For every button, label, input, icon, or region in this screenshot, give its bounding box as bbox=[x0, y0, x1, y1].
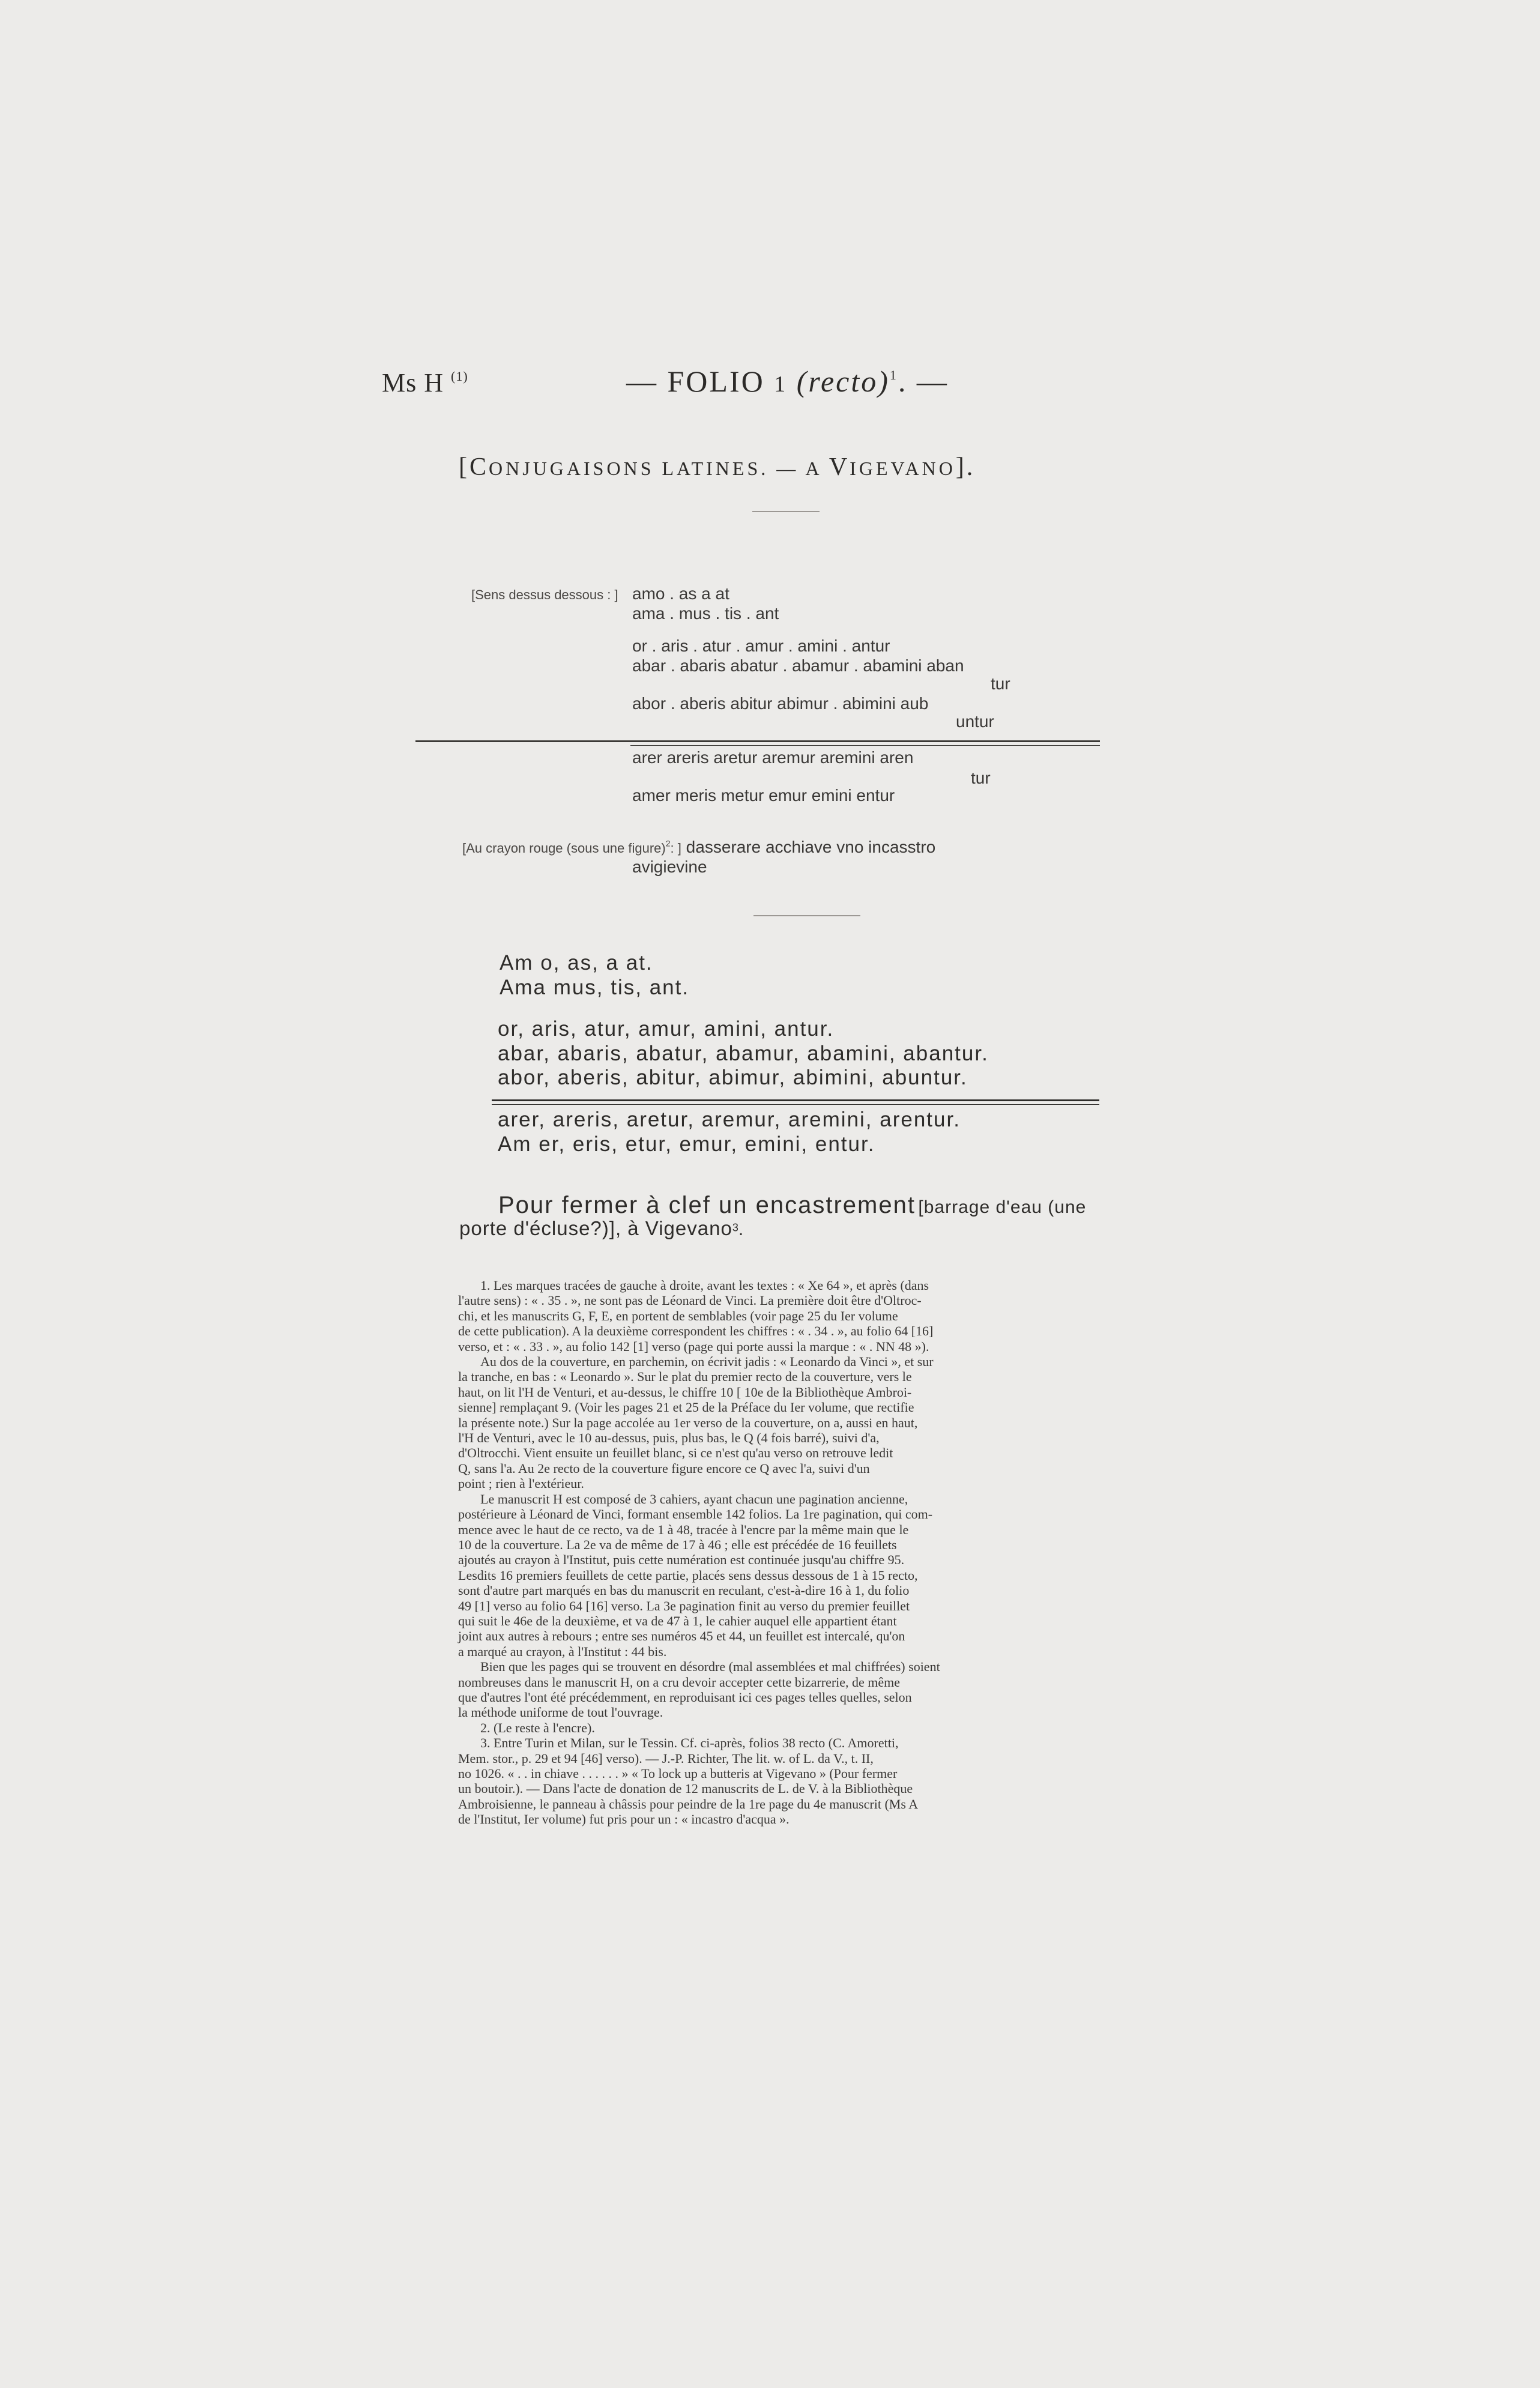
folio-note-ref: 1 bbox=[889, 367, 898, 382]
transcription-line: amer meris metur emur emini entur bbox=[632, 786, 895, 805]
crayon-note bbox=[462, 838, 935, 857]
footnote-line: postérieure à Léonard de Vinci, formant ensemble 142 folios. La 1re pagination, qui com- bbox=[458, 1507, 933, 1522]
transcription-line: abar . abaris abatur . abamur . abamini aban bbox=[632, 656, 964, 675]
footnote-line: mence avec le haut de ce recto, va de 1 à 48, tracée à l'encre par la même main que le bbox=[458, 1522, 909, 1537]
section-divider bbox=[752, 511, 820, 512]
footnote-line: un boutoir.). — Dans l'acte de donation de 12 manuscrits de L. de V. à la Bibliothèque bbox=[458, 1781, 913, 1797]
footnote-line: no 1026. « . . in chiave . . . . . . » « To lock up a butteris at Vigevano » (Pour fermer bbox=[458, 1766, 898, 1781]
footnotes bbox=[458, 1278, 940, 1827]
subject-part2: IGEVANO bbox=[850, 458, 956, 479]
footnote-line: Bien que les pages qui se trouvent en désordre (mal assemblées et mal chiffrées) soient bbox=[480, 1659, 940, 1675]
footnote-line: l'H de Venturi, avec le 10 au-dessus, puis, plus bas, le Q (4 fois barré), suivi d'a, bbox=[458, 1430, 880, 1446]
footnote-line: de cette publication). A la deuxième correspondent les chiffres : « . 34 . », au folio 64 [16] bbox=[458, 1323, 934, 1339]
manuscript-name: Ms H bbox=[382, 368, 444, 397]
transcription-double-rule bbox=[415, 740, 1100, 742]
rendered-line: Ama mus, tis, ant. bbox=[500, 976, 690, 999]
folio-heading bbox=[626, 364, 949, 399]
subject-part2-cap: V bbox=[829, 453, 850, 481]
footnote-line: l'autre sens) : « . 35 . », ne sont pas de Léonard de Vinci. La première doit être d'Oltroc- bbox=[458, 1293, 922, 1308]
footnote-line: point ; rien à l'extérieur. bbox=[458, 1476, 584, 1492]
footnote-line: 10 de la couverture. La 2e va de même de 17 à 46 ; elle est précédée de 16 feuillets bbox=[458, 1537, 897, 1552]
translation-note-ref: 3 bbox=[732, 1221, 738, 1234]
rendered-rule-lower bbox=[492, 1104, 1099, 1105]
transcription-line: ama . mus . tis . ant bbox=[632, 604, 779, 623]
transcription-line: tur bbox=[971, 769, 991, 787]
subject-part2-prefix: A bbox=[805, 458, 829, 479]
folio-side: (recto) bbox=[796, 364, 890, 398]
subject-close-bracket: ]. bbox=[955, 453, 976, 481]
subject-dash: — bbox=[768, 458, 806, 479]
transcription-line: amo . as a at bbox=[632, 584, 729, 603]
footnote-line: qui suit le 46e de la deuxième, et va de 47 à 1, le cahier auquel elle appartient étant bbox=[458, 1613, 897, 1628]
rendered-line: Am er, eris, etur, emur, emini, entur. bbox=[498, 1132, 875, 1156]
footnote-line: Lesdits 16 premiers feuillets de cette partie, placés sens dessus dessous de 1 à 15 recto, bbox=[458, 1567, 918, 1583]
transcription-line: untur bbox=[956, 712, 994, 731]
translation-end: . bbox=[738, 1220, 744, 1239]
footnote-line: sienne] remplaçant 9. (Voir les pages 21 et 25 de la Préface du Ier volume, que rectifie bbox=[458, 1400, 914, 1415]
rendered-line: abar, abaris, abatur, abamur, abamini, abantur. bbox=[498, 1042, 989, 1065]
section-divider bbox=[753, 915, 860, 916]
folio-prefix: — FOLIO bbox=[626, 364, 765, 398]
rendered-line: arer, areris, aretur, aremur, aremini, arentur. bbox=[498, 1108, 961, 1131]
subject-open-bracket: [ bbox=[459, 453, 470, 481]
footnote-line: Le manuscrit H est composé de 3 cahiers, ayant chacun une pagination ancienne, bbox=[480, 1491, 908, 1507]
footnote-line: Q, sans l'a. Au 2e recto de la couverture figure encore ce Q avec l'a, suivi d'un bbox=[458, 1460, 870, 1476]
footnote-line: nombreuses dans le manuscrit H, on a cru devoir accepter cette bizarrerie, de même bbox=[458, 1674, 901, 1690]
translation-bracket: [barrage d'eau (une bbox=[918, 1197, 1087, 1217]
footnote-line: verso, et : « . 33 . », au folio 142 [1] verso (page qui porte aussi la marque : « . NN 48 »). bbox=[458, 1338, 929, 1354]
footnote-line: que d'autres l'ont été précédemment, en reproduisant ici ces pages telles quelles, selon bbox=[458, 1689, 912, 1705]
folio-number: 1 bbox=[774, 372, 788, 397]
footnote-line: d'Oltrocchi. Vient ensuite un feuillet blanc, si ce n'est qu'au verso on retrouve ledit bbox=[458, 1445, 893, 1461]
footnote-line: 49 [1] verso au folio 64 [16] verso. La 3e pagination finit au verso du premier feuillet bbox=[458, 1598, 910, 1613]
transcription-line: arer areris aretur aremur aremini aren bbox=[632, 748, 914, 767]
crayon-label-close: : ] bbox=[670, 841, 681, 856]
rendered-rule bbox=[492, 1099, 1099, 1101]
crayon-text: dasserare acchiave vno incasstro bbox=[686, 838, 936, 856]
footnote-line: 1. Les marques tracées de gauche à droite, avant les textes : « Xe 64 », et après (dans bbox=[480, 1278, 929, 1293]
footnote-line: 2. (Le reste à l'encre). bbox=[480, 1720, 595, 1735]
transcription-line: abor . aberis abitur abimur . abimini aub bbox=[632, 694, 929, 713]
footnote-line: ajoutés au crayon à l'Institut, puis cette numération est continuée jusqu'au chiffre 95. bbox=[458, 1552, 905, 1568]
translation-line-2 bbox=[459, 1217, 744, 1240]
crayon-label: [Au crayon rouge (sous une figure) bbox=[462, 841, 666, 856]
crayon-text-line2: avigievine bbox=[632, 857, 707, 876]
footnote-line: la méthode uniforme de tout l'ouvrage. bbox=[458, 1705, 663, 1720]
footnote-line: joint aux autres à rebours ; entre ses numéros 45 et 44, un feuillet est intercalé, qu'on bbox=[458, 1628, 905, 1644]
transcription-line: or . aris . atur . amur . amini . antur bbox=[632, 636, 890, 655]
footnote-line: 3. Entre Turin et Milan, sur le Tessin. Cf. ci-après, folios 38 recto (C. Amoretti, bbox=[480, 1735, 899, 1751]
footnote-line: de l'Institut, Ier volume) fut pris pour un : « incastro d'acqua ». bbox=[458, 1812, 790, 1827]
footnote-line: haut, on lit l'H de Venturi, et au-dessus, le chiffre 10 [ 10e de la Bibliothèque Ambroi- bbox=[458, 1384, 912, 1400]
manuscript-note-ref: (1) bbox=[451, 369, 468, 384]
subject-title bbox=[459, 453, 975, 482]
crayon-note-ref: 2 bbox=[665, 838, 671, 848]
transcription-line: tur bbox=[991, 674, 1010, 693]
rendered-line: or, aris, atur, amur, amini, antur. bbox=[498, 1017, 835, 1041]
footnote-line: chi, et les manuscrits G, F, E, en portent de semblables (voir page 25 du Ier volume bbox=[458, 1308, 898, 1323]
subject-part1: ONJUGAISONS LATINES. bbox=[489, 458, 769, 479]
rendered-line: Am o, as, a at. bbox=[500, 951, 653, 975]
folio-suffix: . — bbox=[898, 364, 949, 398]
translation-line-1 bbox=[498, 1192, 1086, 1219]
footnote-line: Ambroisienne, le panneau à châssis pour peindre de la 1re page du 4e manuscrit (Ms A bbox=[458, 1796, 919, 1812]
footnote-line: a marqué au crayon, à l'Institut : 44 bis. bbox=[458, 1643, 667, 1659]
transcription-label: [Sens dessus dessous : ] bbox=[471, 587, 618, 602]
rendered-line: abor, aberis, abitur, abimur, abimini, abuntur. bbox=[498, 1066, 968, 1089]
footnote-line: sont d'autre part marqués en bas du manuscrit en reculant, c'est-à-dire 16 à 1, du folio bbox=[458, 1583, 910, 1598]
manuscript-label bbox=[382, 367, 468, 398]
subject-part1-cap: C bbox=[470, 453, 489, 481]
footnote-line: la tranche, en bas : « Leonardo ». Sur le plat du premier recto de la couverture, vers le bbox=[458, 1369, 912, 1385]
footnote-line: Au dos de la couverture, en parchemin, on écrivit jadis : « Leonardo da Vinci », et sur bbox=[480, 1354, 934, 1370]
translation-text-2: porte d'écluse?)], à Vigevano bbox=[459, 1217, 732, 1239]
footnote-line: Mem. stor., p. 29 et 94 [46] verso). — J.-P. Richter, The lit. w. of L. da V., t. II, bbox=[458, 1750, 874, 1766]
translation-text: Pour fermer à clef un encastrement bbox=[498, 1192, 916, 1218]
transcription-double-rule-lower bbox=[630, 745, 1100, 746]
footnote-line: la présente note.) Sur la page accolée au 1er verso de la couverture, on a, aussi en haut, bbox=[458, 1415, 918, 1430]
